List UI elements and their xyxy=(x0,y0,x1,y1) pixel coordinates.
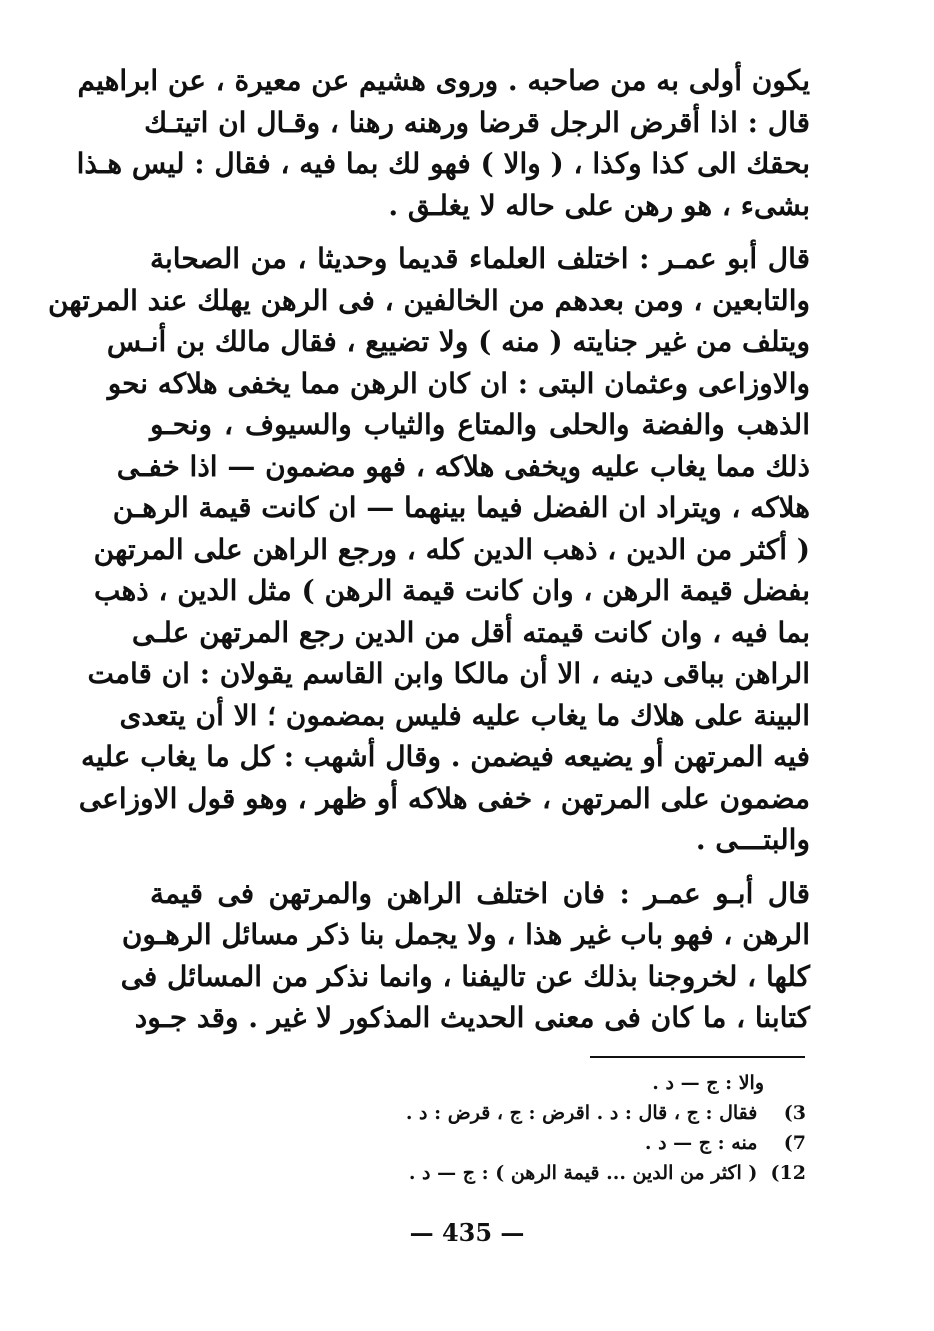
footnote-divider xyxy=(590,1056,805,1058)
text-line: بما فيه ، وان كانت قيمته أقل من الدين رجع المرتهن علـى xyxy=(131,615,810,649)
text-line: ( أكثر من الدين ، ذهب الدين كله ، ورجع الراهن على المرتهن xyxy=(93,532,810,566)
footnote-text: فقال : ج ، قال : د . اقرض : ج ، قرض : د . xyxy=(405,1102,758,1124)
page-number: — 435 — xyxy=(409,1218,525,1247)
footnote-number: 3) xyxy=(783,1102,806,1124)
main-text xyxy=(47,60,810,1039)
text-line: كتابنا ، ما كان فى معنى الحديث المذكور لا غير . وقد جـود xyxy=(134,1001,810,1034)
text-line: والبتـــى . xyxy=(695,823,810,856)
text-line: بشىء ، هو رهن على حاله لا يغلـق . xyxy=(388,188,810,222)
text-line: يكون أولى به من صاحبه . وروى هشيم عن معيرة ، عن ابراهيم xyxy=(77,64,810,97)
footnote xyxy=(406,1128,806,1158)
footnotes xyxy=(406,1068,806,1188)
text-line: الذهب والفضة والحلى والمتاع والثياب والسيوف ، ونحـو xyxy=(150,408,810,441)
footnote xyxy=(406,1098,806,1128)
paragraph-3 xyxy=(120,873,810,1039)
paragraph-2 xyxy=(47,238,810,861)
text-line: بحقك الى كذا وكذا ، ( والا ) فهو لك بما فيه ، فقال : ليس هـذا xyxy=(76,147,810,180)
footnote xyxy=(406,1068,806,1098)
text-line: هلاكه ، ويتراد ان الفضل فيما بينهما — ان كانت قيمة الرهـن xyxy=(112,491,810,524)
text-line: كلها ، لخروجنا بذلك عن تاليفنا ، وانما نذكر من المسائل فى xyxy=(120,959,810,993)
text-line: البينة على هلاك ما يغاب عليه فليس بمضمون ؛ الا أن يتعدى xyxy=(119,698,810,732)
text-line: قال أبـو عمـر : فان اختلف الراهن والمرتهن فى قيمة xyxy=(150,876,810,910)
text-line: ويتلف من غير جنايته ( منه ) ولا تضييع ، فقال مالك بن أنـس xyxy=(106,325,810,358)
text-line: مضمون على المرتهن ، خفى هلاكه أو ظهر ، وهو قول الاوزاعى xyxy=(78,781,810,815)
text-line: الراهن بباقى دينه ، الا أن مالكا وابن القاسم يقولان : ان قامت xyxy=(87,657,810,690)
text-line: والاوزاعى وعثمان البتى : ان كان الرهن مما يخفى هلاكه نحو xyxy=(107,366,810,400)
text-line: بفضل قيمة الرهن ، وان كانت قيمة الرهن ) مثل الدين ، ذهب xyxy=(94,574,810,607)
text-line: قال أبو عمـر : اختلف العلماء قديما وحديثا ، من الصحابة xyxy=(150,242,810,275)
footnote-text: منه : ج — د . xyxy=(644,1132,758,1154)
text-line: الرهن ، فهو باب غير هذا ، ولا يجمل بنا ذكر مسائل الرهـون xyxy=(121,918,810,951)
footnote xyxy=(406,1158,806,1188)
text-line: فيه المرتهن أو يضيعه فيضمن . وقال أشهب : كل ما يغاب عليه xyxy=(81,740,810,773)
footnote-number: 7) xyxy=(783,1132,806,1154)
text-line: والتابعين ، ومن بعدهم من الخالفين ، فى الرهن يهلك عند المرتهن xyxy=(47,283,810,317)
paragraph-1 xyxy=(76,60,810,226)
footnote-text: والا : ج — د . xyxy=(652,1072,764,1094)
text-line: قال : اذا أقرض الرجل قرضا ورهنه رهنا ، وقـال ان اتيتـك xyxy=(144,105,810,139)
text-line: ذلك مما يغاب عليه ويخفى هلاكه ، فهو مضمون — اذا خفـى xyxy=(116,449,810,483)
footnote-text: ( اكثر من الدين ... قيمة الرهن ) : ج — د . xyxy=(408,1162,758,1184)
footnote-number: 12) xyxy=(770,1162,806,1184)
